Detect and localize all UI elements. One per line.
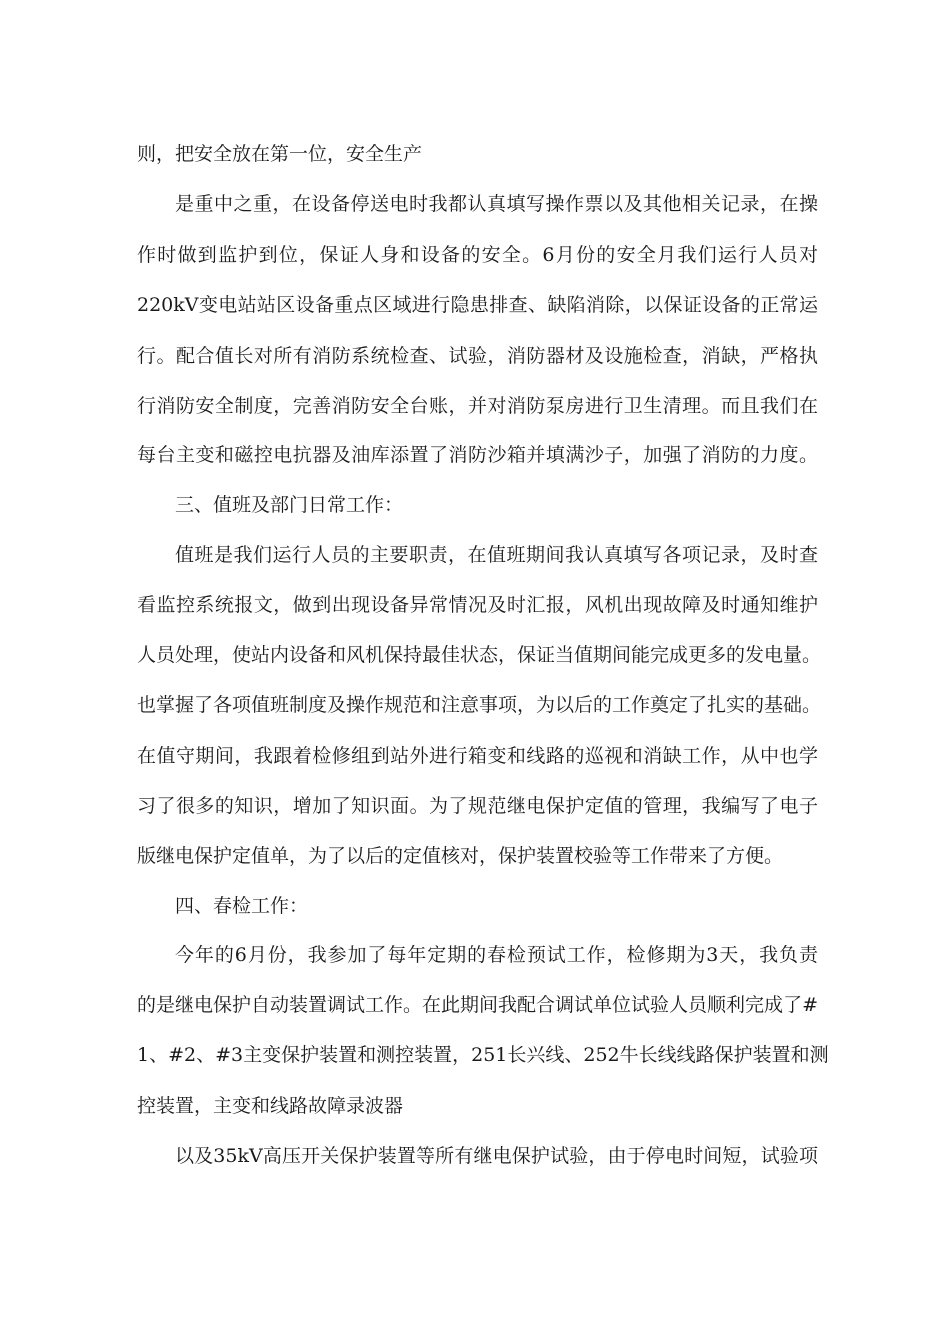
paragraph-line: 的是继电保护自动装置调试工作。在此期间我配合调试单位试验人员顺利完成了# <box>137 994 818 1016</box>
paragraph-line: 行消防安全制度，完善消防安全台账，并对消防泵房进行卫生清理。而且我们在 <box>137 395 818 417</box>
paragraph-line: 习了很多的知识，增加了知识面。为了规范继电保护定值的管理，我编写了电子 <box>137 795 818 817</box>
paragraph-line: 看监控系统报文，做到出现设备异常情况及时汇报，风机出现故障及时通知维护 <box>137 594 818 616</box>
paragraph-line: 则，把安全放在第一位，安全生产 <box>137 143 423 165</box>
section-heading: 四、春检工作： <box>175 895 309 917</box>
paragraph-line: 控装置，主变和线路故障录波器 <box>137 1095 404 1117</box>
paragraph-line: 人员处理，使站内设备和风机保持最佳状态，保证当值期间能完成更多的发电量。 <box>137 644 822 666</box>
section-heading: 三、值班及部门日常工作： <box>175 494 404 516</box>
paragraph-line: 在值守期间，我跟着检修组到站外进行箱变和线路的巡视和消缺工作，从中也学 <box>137 745 818 767</box>
paragraph-line: 每台主变和磁控电抗器及油库添置了消防沙箱并填满沙子，加强了消防的力度。 <box>137 444 818 466</box>
paragraph-line: 作时做到监护到位，保证人身和设备的安全。6月份的安全月我们运行人员对 <box>137 244 818 266</box>
paragraph-line: 是重中之重，在设备停送电时我都认真填写操作票以及其他相关记录，在操 <box>175 193 818 215</box>
paragraph-line: 也掌握了各项值班制度及操作规范和注意事项，为以后的工作奠定了扎实的基础。 <box>137 694 822 716</box>
paragraph-line: 今年的6月份，我参加了每年定期的春检预试工作，检修期为3天，我负责 <box>175 944 818 966</box>
paragraph-line: 版继电保护定值单，为了以后的定值核对，保护装置校验等工作带来了方便。 <box>137 845 784 867</box>
paragraph-line: 以及35kV高压开关保护装置等所有继电保护试验，由于停电时间短，试验项 <box>175 1145 818 1167</box>
paragraph-line: 220kV变电站站区设备重点区域进行隐患排查、缺陷消除，以保证设备的正常运 <box>137 294 818 316</box>
paragraph-line: 1、#2、#3主变保护装置和测控装置，251长兴线、252牛长线线路保护装置和测 <box>137 1044 829 1066</box>
paragraph-line: 行。配合值长对所有消防系统检查、试验，消防器材及设施检查，消缺，严格执 <box>137 345 818 367</box>
paragraph-line: 值班是我们运行人员的主要职责，在值班期间我认真填写各项记录，及时查 <box>175 544 818 566</box>
